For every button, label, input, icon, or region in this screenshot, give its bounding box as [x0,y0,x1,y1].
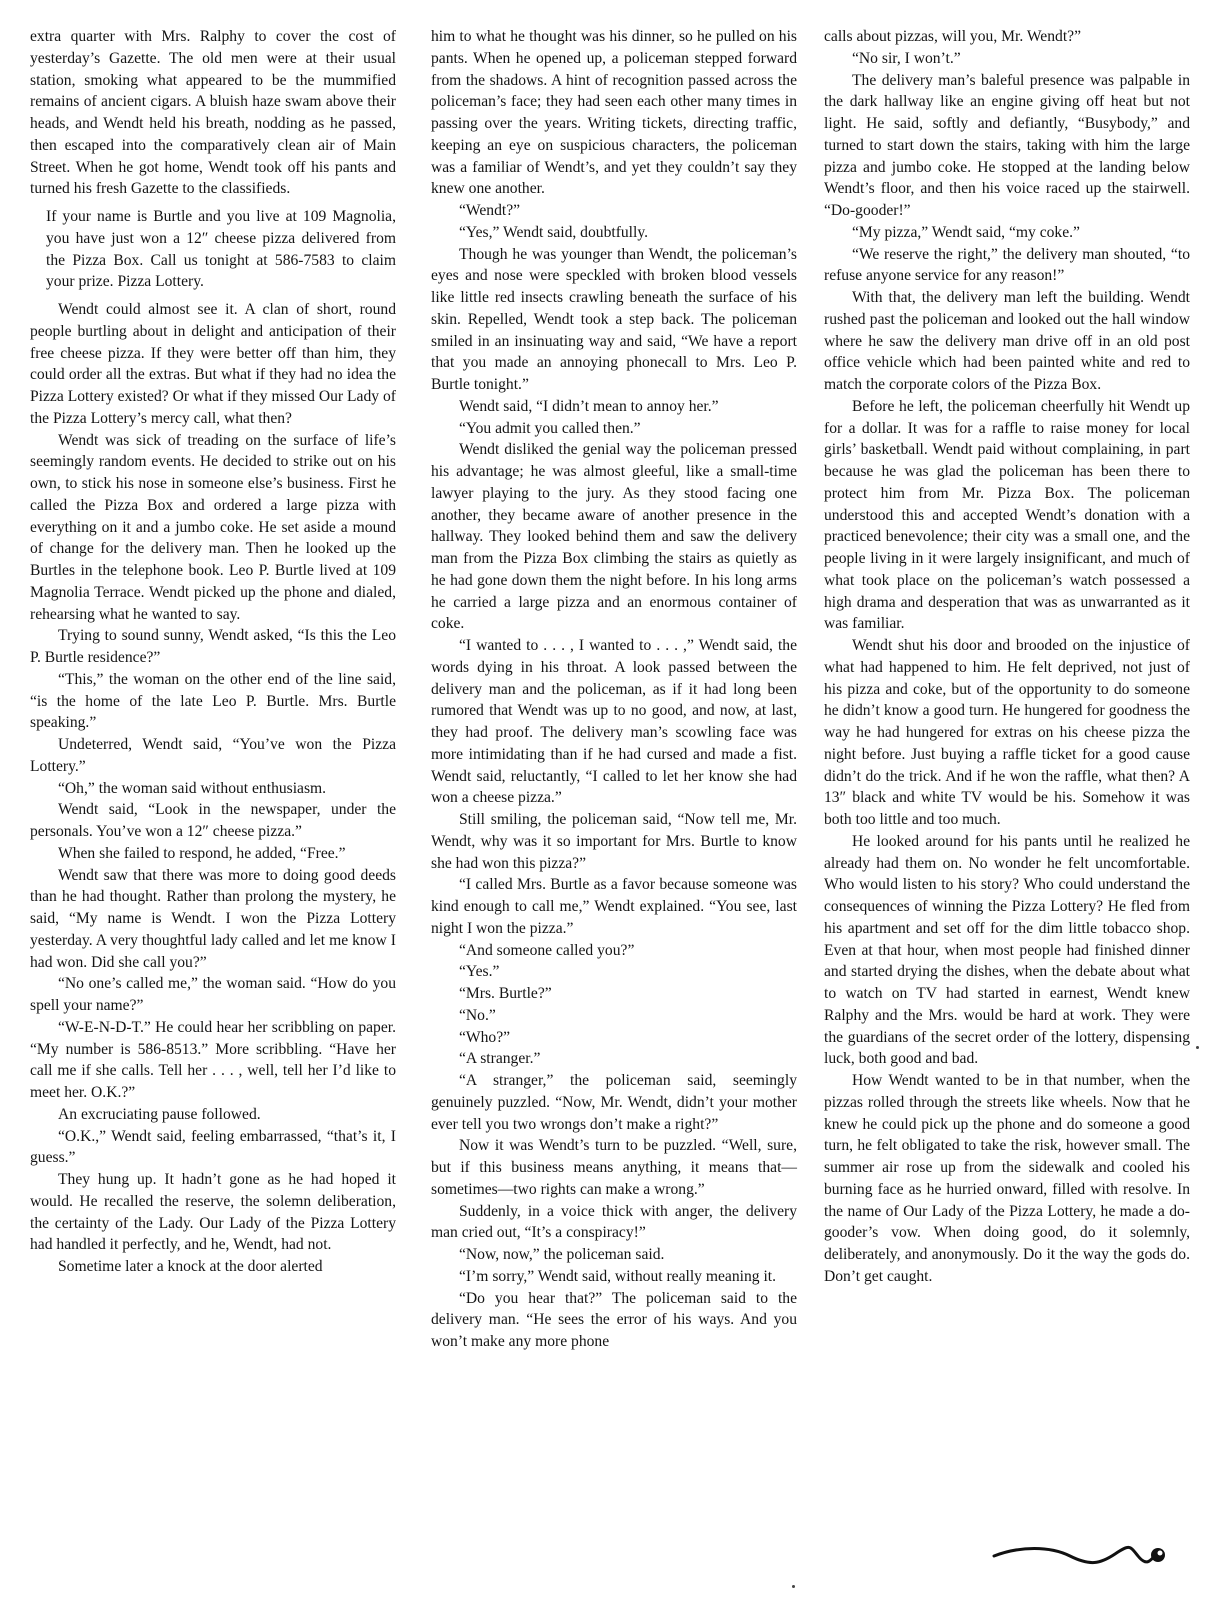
paragraph: Wendt said, “I didn’t mean to annoy her.” [459,397,719,415]
paragraph: “Who?” [459,1028,511,1046]
paragraph: If your name is Burtle and you live at 109 Magnolia, you have just won a 12″ cheese pizza delivered from the Pizza Box. Call us tonight at 586-7583 to claim your prize. Pizza Lottery. [46,208,396,291]
paragraph: He looked around for his pants until he realized he already had them on. No wonder he felt uncomfortable. Who would listen to his story? Who could understand the consequences of winning the Pizza Lottery? He fled from his apartment and set off for the dim little tobacco shop. Even at that hour, when most people had finished dinner and started drying the dishes, when the debate about what to watch on TV had started in earnest, Wendt knew Ralphy and the Mrs. would be hard at work. They were the guardians of the secret order of the lottery, dispensing luck, both good and bad. [824,832,1190,1068]
paragraph: When she failed to respond, he added, “Free.” [58,844,346,862]
end-of-story-squiggle-icon [990,1540,1170,1570]
text-column-1 [30,26,396,1278]
paragraph: “You admit you called then.” [459,419,641,437]
text-column-2 [431,26,797,1353]
paragraph: “I wanted to . . . , I wanted to . . . ,” Wendt said, the words dying in his throat. A look passed between the delivery man and the policeman, as if it had long been rumored that Wendt was up to no good, and now, at last, they had proof. The delivery man’s scowling face was more intimidating than if he had cursed and made a fist. Wendt said, reluctantly, “I called to let her know she had won a cheese pizza.” [431,637,797,807]
paragraph: “Wendt?” [459,202,521,219]
paragraph: Sometime later a knock at the door alerted [58,1258,323,1275]
paragraph: Though he was younger than Wendt, the policeman’s eyes and nose were speckled with broken blood vessels like little red insects crawling beneath the surface of his skin. Repelled, Wendt took a step back. The policeman smiled in an insinuating way and said, “We have a report that you made an annoying phonecall to Mrs. Leo P. Burtle tonight.” [431,245,797,393]
paragraph: “Oh,” the woman said without enthusiasm. [58,779,327,797]
paragraph: extra quarter with Mrs. Ralphy to cover the cost of yesterday’s Gazette. The old men were at their usual station, smoking what appeared to be the mummified remains of ancient cigars. A bluish haze swam above their heads, and Wendt held his breath, nodding as he passed, then escaped into the comparatively clean air of Main Street. When he got home, Wendt took off his pants and turned his fresh Gazette to the classifieds. [30,28,396,198]
paragraph: “My pizza,” Wendt said, “my coke.” [852,223,1080,241]
paragraph: Wendt shut his door and brooded on the injustice of what had happened to him. He felt deprived, not just of his pizza and coke, but of the opportunity to do someone he didn’t know a good turn. He hungered for goodness the way he had hungered for extras on his cheese pizza the night before. Just buying a raffle ticket for a good cause didn’t do the trick. And if he won the raffle, what then? A 13″ black and white TV would be his. Somehow it was both too little and too much. [824,637,1190,828]
paragraph: “I’m sorry,” Wendt said, without really meaning it. [459,1267,777,1285]
paragraph: “No one’s called me,” the woman said. “How do you spell your name?” [30,975,396,1014]
text-column-3 [824,26,1190,1288]
paragraph: Wendt disliked the genial way the policeman pressed his advantage; he was almost gleeful, like a small-time lawyer playing to the jury. As they stood facing one another, they became aware of another presence in the hallway. They looked behind them and saw the delivery man from the Pizza Box climbing the stairs as quietly as he had gone down them the night before. In his long arms he carried a large pizza and an enormous container of coke. [431,441,797,633]
paragraph: “A stranger,” the policeman said, seemingly genuinely puzzled. “Now, Mr. Wendt, didn’t your mother ever tell you two wrongs don’t make a right?” [431,1072,797,1133]
paragraph: With that, the delivery man left the building. Wendt rushed past the policeman and looked out the hall window where he saw the delivery man drive off in an old post office vehicle which had been painted white and red to match the corporate colors of the Pizza Box. [824,289,1190,393]
paragraph: The delivery man’s baleful presence was palpable in the dark hallway like an engine giving off heat but not light. He said, softly and defiantly, “Busybody,” and turned to start down the stairs, taking with him the large pizza and jumbo coke. He stopped at the landing below Wendt’s floor, and then his voice raced up the stairwell. “Do-gooder!” [824,71,1190,219]
print-speck [792,1585,795,1588]
paragraph: him to what he thought was his dinner, so he pulled on his pants. When he opened up, a policeman stepped forward from the shadows. A hint of recognition passed across the policeman’s face; they had seen each other many times in passing over the years. Writing tickets, directing traffic, keeping an eye on suspicious characters, the policeman was a familiar of Wendt’s, and yet they couldn’t say they knew one another. [431,28,797,198]
paragraph: “This,” the woman on the other end of the line said, “is the home of the late Leo P. Burtle. Mrs. Burtle speaking.” [30,670,396,732]
paragraph: “O.K.,” Wendt said, feeling embarrassed, “that’s it, I guess.” [30,1127,396,1167]
paragraph: Wendt saw that there was more to doing good deeds than he had thought. Rather than prolong the mystery, he said, “My name is Wendt. I won the Pizza Lottery yesterday. A very thoughtful lady called and let me know I had won. Did she call you?” [30,866,396,971]
paragraph: “W-E-N-D-T.” He could hear her scribbling on paper. “My number is 586-8513.” More scribbling. “Have her call me if she calls. Tell her . . . , well, tell her I’d like to meet her. O.K.?” [30,1018,396,1101]
paragraph: “No sir, I won’t.” [852,49,961,67]
paragraph: “I called Mrs. Burtle as a favor because someone was kind enough to call me,” Wendt explained. “You see, last night I won the pizza.” [431,876,797,937]
paragraph: “Now, now,” the policeman said. [459,1246,665,1263]
paragraph: “We reserve the right,” the delivery man shouted, “to refuse anyone service for any reason!” [824,245,1190,285]
paragraph: Now it was Wendt’s turn to be puzzled. “Well, sure, but if this business means anything, it means that—sometimes—two rights can make a wrong.” [431,1137,797,1198]
paragraph: “A stranger.” [459,1050,541,1068]
paragraph: Wendt said, “Look in the newspaper, under the personals. You’ve won a 12″ cheese pizza.” [30,801,396,840]
paragraph: Wendt was sick of treading on the surface of life’s seemingly random events. He decided to strike out on his own, to stick his nose in someone else’s business. First he called the Pizza Box and ordered a large pizza with everything on it and a jumbo coke. He set aside a mound of change for the delivery man. Then he looked up the Burtles in the telephone book. Leo P. Burtle lived at 109 Magnolia Terrace. Wendt picked up the phone and dialed, rehearsing what he wanted to say. [30,431,396,623]
paragraph: They hung up. It hadn’t gone as he had hoped it would. He recalled the reserve, the solemn deliberation, the certainty of the Lady. Our Lady of the Pizza Lottery had handled it perfectly, and he, Wendt, had not. [30,1171,396,1254]
paragraph: “Mrs. Burtle?” [459,985,552,1002]
paragraph: calls about pizzas, will you, Mr. Wendt?” [824,28,1081,45]
paragraph: Still smiling, the policeman said, “Now tell me, Mr. Wendt, why was it so important for Mrs. Burtle to know she had won this pizza?” [431,811,797,872]
paragraph: Suddenly, in a voice thick with anger, the delivery man cried out, “It’s a conspiracy!” [431,1202,797,1242]
paragraph: “Do you hear that?” The policeman said to the delivery man. “He sees the error of his ways. And you won’t make any more phone [431,1289,797,1350]
paragraph: Before he left, the policeman cheerfully hit Wendt up for a dollar. It was for a raffle to raise money for local girls’ basketball. Wendt paid without complaining, in part because he was glad the policeman has been there to protect him from Mr. Pizza Box. The policeman understood this and accepted Wendt’s donation with a practiced benevolence; their city was a small one, and the people living in it were largely insignificant, and much of what took place on the policeman’s watch possessed a high drama and desperation that was as unwarranted as it was familiar. [824,397,1190,633]
paragraph: Undeterred, Wendt said, “You’ve won the Pizza Lottery.” [30,736,396,775]
paragraph: “Yes.” [459,963,500,981]
paragraph: “Yes,” Wendt said, doubtfully. [459,223,649,241]
paragraph: Wendt could almost see it. A clan of short, round people burtling about in delight and anticipation of their free cheese pizza. If they were better off than him, they could order all the extras. But what if they had no idea the Pizza Lottery existed? Or what if they missed Our Lady of the Pizza Lottery’s mercy call, what then? [30,301,396,427]
paragraph: “No.” [459,1006,496,1024]
paragraph: Trying to sound sunny, Wendt asked, “Is this the Leo P. Burtle residence?” [30,627,396,666]
paragraph: “And someone called you?” [459,941,635,959]
paragraph: How Wendt wanted to be in that number, when the pizzas rolled through the streets like wheels. Now that he knew he could pick up the phone and do someone a good turn, he felt obligated to take the risk, however small. The summer air rose up from the sidewalk and cooled his burning face as he hurried onward, filled with resolve. In the name of Our Lady of the Pizza Lottery, he made a do-gooder’s vow. When doing good, do it solemnly, deliberately, and anonymously. Do it the way the gods do. Don’t get caught. [824,1072,1190,1285]
paragraph: An excruciating pause followed. [58,1105,261,1123]
print-speck [1196,1046,1199,1049]
